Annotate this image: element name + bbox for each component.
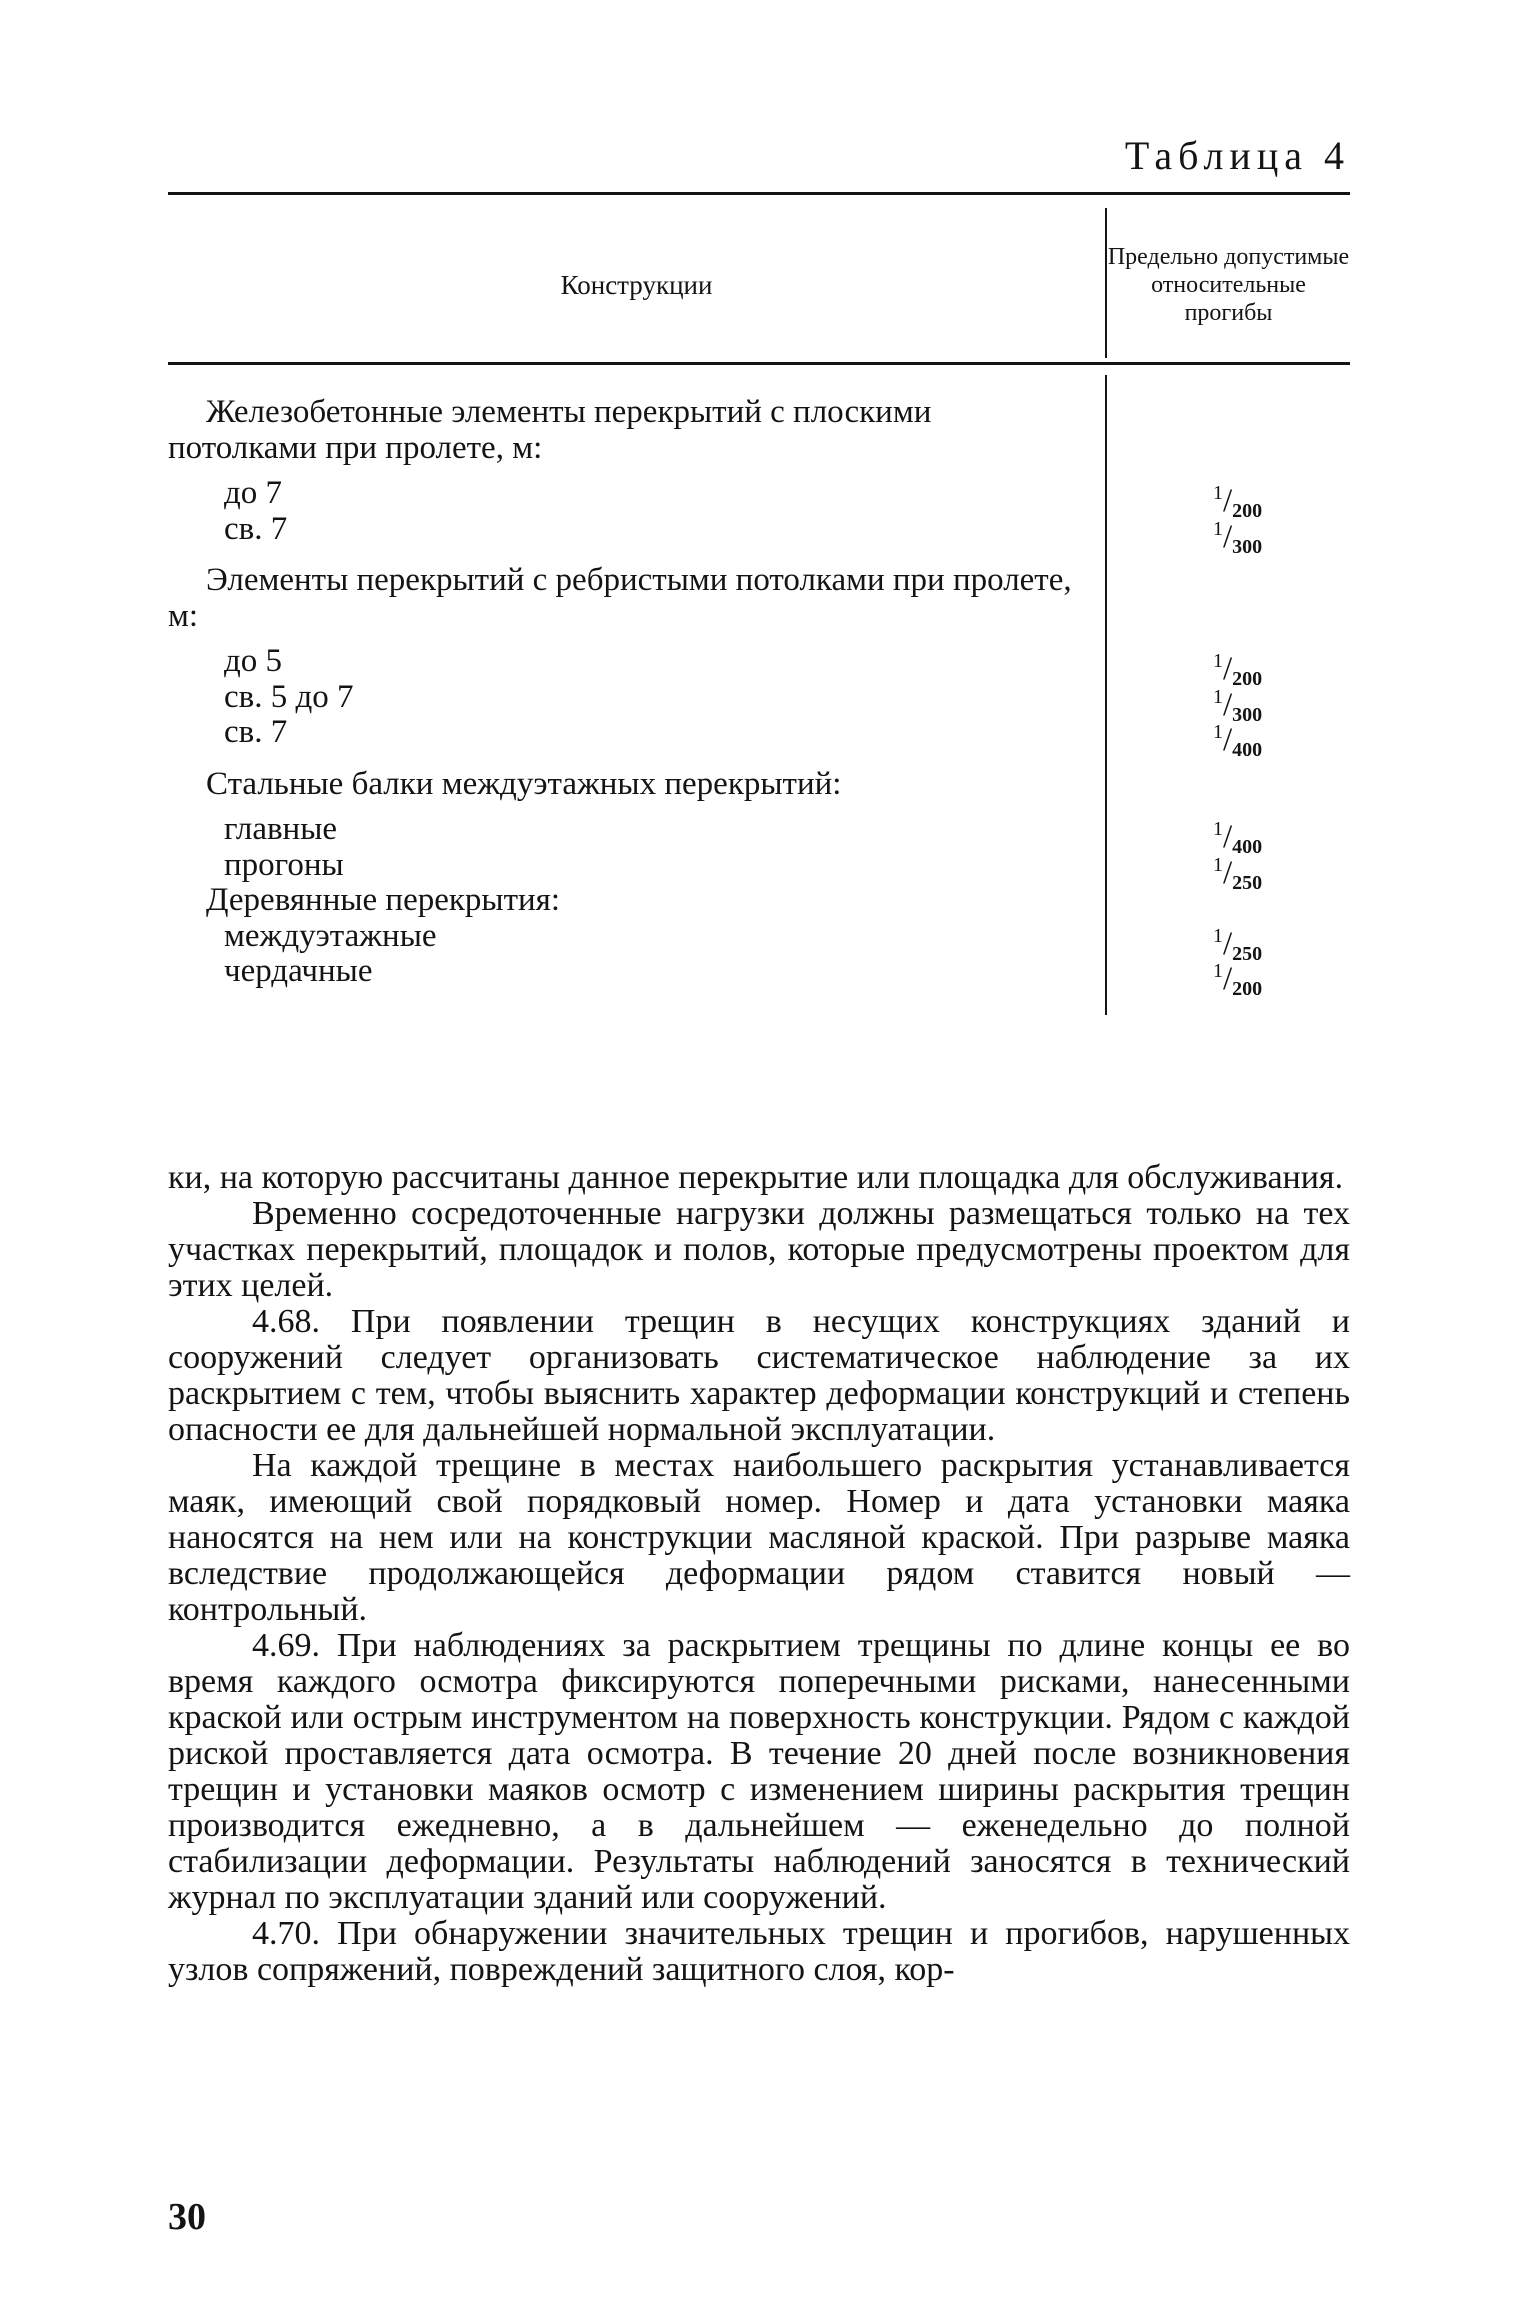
table-row (168, 678, 1350, 726)
deflection-value: $^1/_{300}$ (1213, 517, 1263, 558)
row-label: Элементы перекрытий с ребристыми потолками при пролете, м: (168, 562, 1072, 634)
table-row (168, 811, 1350, 858)
body-text (168, 1160, 1350, 1988)
row-label: главные (224, 811, 338, 847)
table-row (168, 917, 1350, 965)
page-number: 30 (168, 2196, 206, 2238)
deflection-value: $^1/_{300}$ (1213, 685, 1263, 726)
row-label: междуэтажные (224, 917, 437, 954)
table-row (168, 475, 1350, 522)
row-label: до 7 (224, 475, 283, 511)
deflection-value: $^1/_{200}$ (1213, 482, 1263, 522)
table-row (168, 767, 1350, 803)
paragraph: 4.70. При обнаружении значительных трещин и прогибов, нарушенных узлов сопряжений, повреждений защитного слоя, кор- (168, 1915, 1350, 1988)
row-label: св. 5 до 7 (224, 678, 354, 715)
table-caption: Таблица 4 (1124, 133, 1350, 178)
deflection-value: $^1/_{400}$ (1213, 721, 1263, 761)
table-top-rule (168, 192, 1350, 195)
table-row (168, 714, 1350, 761)
header-deflection: Предельно допустимые относительные прогибы (1107, 244, 1350, 326)
deflection-value: $^1/_{200}$ (1213, 960, 1263, 1000)
table-row (168, 563, 1350, 634)
table-row (168, 510, 1350, 558)
row-label: св. 7 (224, 714, 288, 750)
header-construction: Конструкции (560, 269, 713, 300)
paragraph: 4.69. При наблюдениях за раскрытием трещины по длине концы ее во время каждого осмотра фиксируются поперечными рисками, нанесенными краской или острым инструментом на поверхность конструкции. Рядом с каждой риской проставляется дата осмотра. В течение 20 дней после возникновения трещин и установки маяков осмотр с изменением ширины раскрытия трещин производится ежедневно, а в дальнейшем — еженедельно до полной стабилизации деформации. Результаты наблюдений заносятся в технический журнал по эксплуатации зданий или сооружений. (168, 1627, 1350, 1916)
paragraph: На каждой трещине в местах наибольшего раскрытия устанавливается маяк, имеющий свой порядковый номер. Номер и дата установки маяка наносятся на нем или на конструкции масляной краской. При разрыве маяка вследствие продолжающейся деформации рядом ставится новый — контрольный. (168, 1447, 1350, 1628)
table-row (168, 643, 1350, 690)
paragraph: Временно сосредоточенные нагрузки должны размещаться только на тех участках перекрытий, площадок и полов, которые предусмотрены проектом для этих целей. (168, 1195, 1350, 1304)
row-label: св. 7 (224, 510, 288, 547)
row-label: до 5 (224, 643, 283, 679)
deflection-value: $^1/_{200}$ (1213, 650, 1263, 690)
table-body (168, 394, 1350, 1000)
paragraph: 4.68. При появлении трещин в несущих конструкциях зданий и сооружений следует организовать систематическое наблюдение за их раскрытием с тем, чтобы выяснить характер деформации конструкций и степень опасности ее для дальнейшей нормальной эксплуатации. (168, 1303, 1350, 1448)
table-row (168, 846, 1350, 894)
row-label: Деревянные перекрытия: (206, 882, 561, 918)
row-label: прогоны (224, 846, 344, 883)
table-row (168, 395, 1350, 466)
paragraph: ки, на которую рассчитаны данное перекрытие или площадка для обслуживания. (168, 1159, 1344, 1196)
row-label: Железобетонные элементы перекрытий с плоскими потолками при пролете, м: (168, 394, 932, 466)
table-row (168, 953, 1350, 1000)
deflection-value: $^1/_{250}$ (1213, 924, 1263, 965)
table-row (168, 883, 1350, 919)
row-label: чердачные (224, 953, 373, 989)
table-header-rule (168, 362, 1350, 365)
deflection-value: $^1/_{400}$ (1213, 818, 1263, 858)
row-label: Стальные балки междуэтажных перекрытий: (206, 765, 842, 802)
deflection-value: $^1/_{250}$ (1213, 853, 1263, 894)
